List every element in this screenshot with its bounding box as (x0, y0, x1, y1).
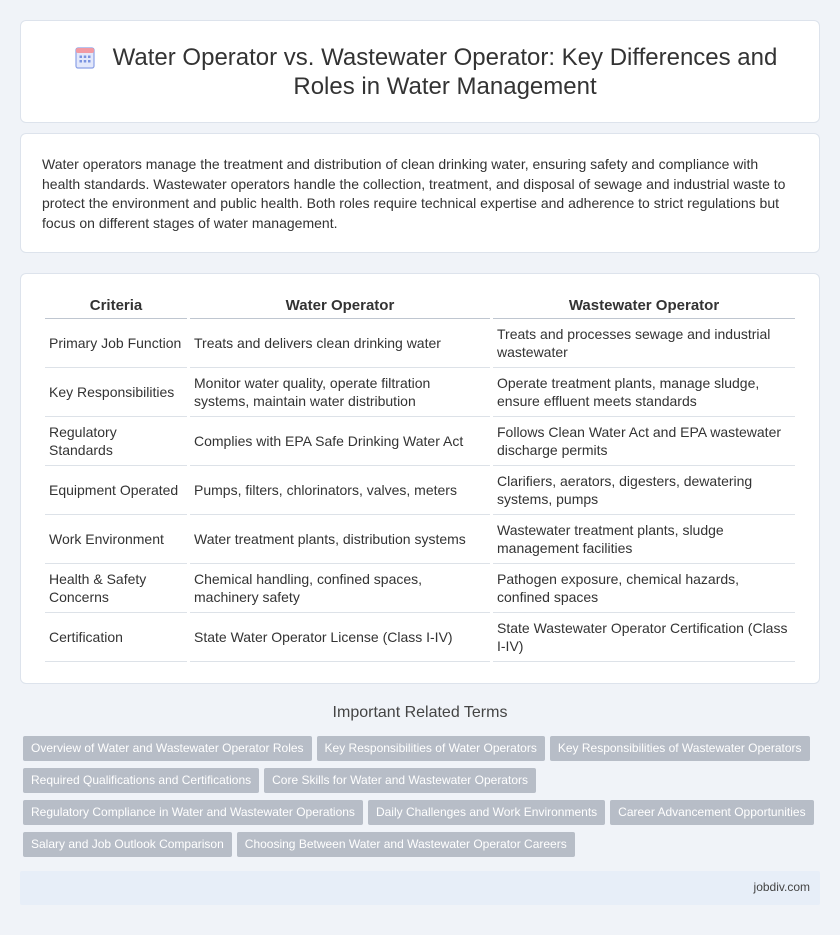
water-cell: State Water Operator License (Class I-IV) (190, 613, 490, 662)
related-terms-heading: Important Related Terms (332, 704, 508, 721)
table-row (45, 466, 795, 515)
table-row (45, 368, 795, 417)
table-header-row (45, 292, 795, 319)
column-header-wastewater: Wastewater Operator (493, 292, 795, 319)
footer (20, 871, 820, 905)
table-row (45, 564, 795, 613)
table-row (45, 613, 795, 662)
related-term-link[interactable]: Key Responsibilities of Water Operators (317, 736, 545, 761)
water-cell: Treats and delivers clean drinking water (190, 319, 490, 368)
intro-card (20, 133, 820, 253)
intro-text: Water operators manage the treatment and distribution of clean drinking water, ensuring safety and compliance with health standards. Wastewater operators handle the collection, treatment, and disposal of sewage and industrial waste to protect the environment and public health. Both roles require technical expertise and adherence to strict regulations but focus on different stages of water management. (42, 156, 786, 231)
related-term-link[interactable]: Core Skills for Water and Wastewater Operators (264, 768, 536, 793)
page-title: Water Operator vs. Wastewater Operator: Key Differences and Roles in Water Management (112, 44, 778, 100)
table-row (45, 417, 795, 466)
related-term-link[interactable]: Overview of Water and Wastewater Operator Roles (23, 736, 312, 761)
water-cell: Water treatment plants, distribution systems (190, 515, 490, 564)
wastewater-cell: Treats and processes sewage and industrial wastewater (493, 319, 795, 368)
wastewater-cell: Follows Clean Water Act and EPA wastewater discharge permits (493, 417, 795, 466)
column-header-water: Water Operator (190, 292, 490, 319)
column-header-criteria: Criteria (45, 292, 187, 319)
related-term-link[interactable]: Salary and Job Outlook Comparison (23, 832, 232, 857)
criteria-cell: Regulatory Standards (45, 417, 187, 466)
water-cell: Chemical handling, confined spaces, machinery safety (190, 564, 490, 613)
water-cell: Complies with EPA Safe Drinking Water Act (190, 417, 490, 466)
criteria-cell: Health & Safety Concerns (45, 564, 187, 613)
wastewater-cell: Wastewater treatment plants, sludge management facilities (493, 515, 795, 564)
water-cell: Pumps, filters, chlorinators, valves, meters (190, 466, 490, 515)
related-term-link[interactable]: Required Qualifications and Certifications (23, 768, 259, 793)
wastewater-cell: Operate treatment plants, manage sludge, ensure effluent meets standards (493, 368, 795, 417)
wastewater-cell: State Wastewater Operator Certification (Class I-IV) (493, 613, 795, 662)
water-cell: Monitor water quality, operate filtration systems, maintain water distribution (190, 368, 490, 417)
related-term-link[interactable]: Career Advancement Opportunities (610, 800, 813, 825)
criteria-cell: Certification (45, 613, 187, 662)
criteria-cell: Equipment Operated (45, 466, 187, 515)
related-term-link[interactable]: Key Responsibilities of Wastewater Operators (550, 736, 810, 761)
criteria-cell: Primary Job Function (45, 319, 187, 368)
related-term-link[interactable]: Regulatory Compliance in Water and Wastewater Operations (23, 800, 363, 825)
header-card (20, 20, 820, 123)
criteria-cell: Key Responsibilities (45, 368, 187, 417)
related-term-link[interactable]: Daily Challenges and Work Environments (368, 800, 605, 825)
criteria-cell: Work Environment (45, 515, 187, 564)
table-row (45, 515, 795, 564)
related-terms-list (23, 736, 823, 864)
comparison-card (20, 273, 820, 684)
comparison-table (42, 292, 798, 662)
related-term-link[interactable]: Choosing Between Water and Wastewater Operator Careers (237, 832, 575, 857)
site-link[interactable]: jobdiv.com (753, 880, 810, 894)
wastewater-cell: Pathogen exposure, chemical hazards, confined spaces (493, 564, 795, 613)
table-row (45, 319, 795, 368)
wastewater-cell: Clarifiers, aerators, digesters, dewatering systems, pumps (493, 466, 795, 515)
